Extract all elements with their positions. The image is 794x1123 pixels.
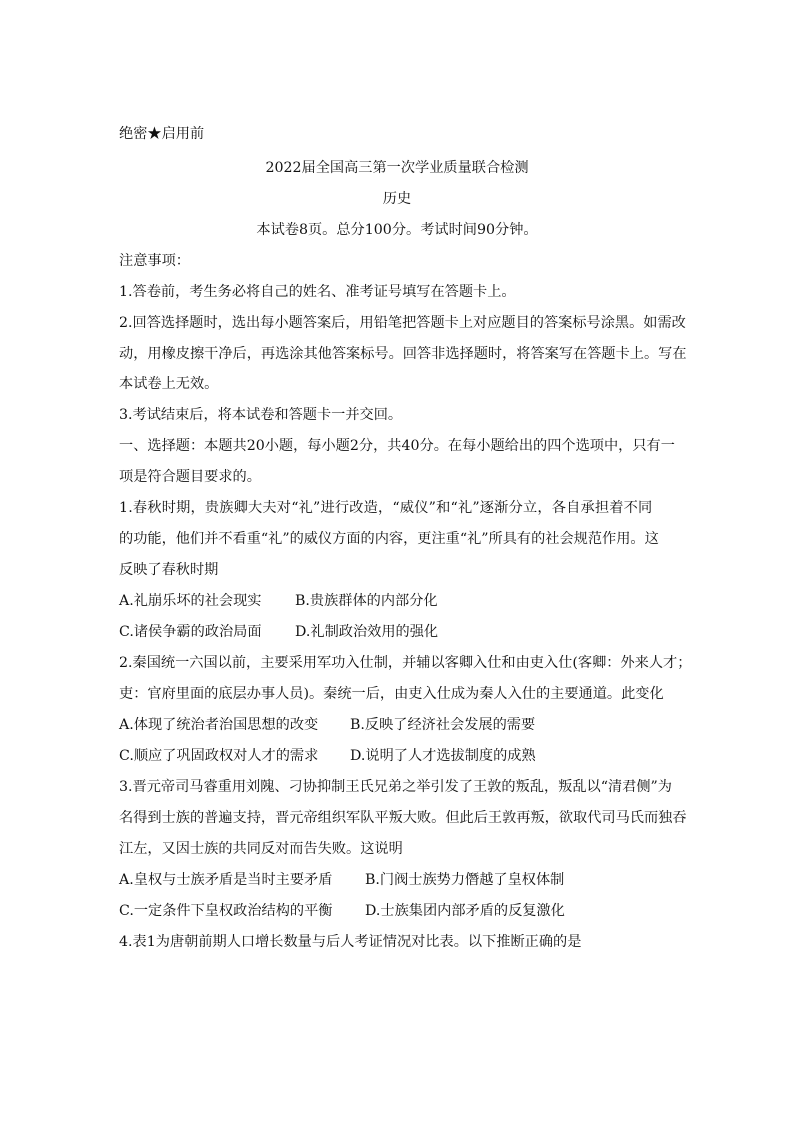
question-2-option-d: D.说明了人才选拔制度的成熟 bbox=[350, 748, 536, 764]
secret-mark: 绝密★启用前 bbox=[119, 126, 205, 142]
question-2-option-c: C.顺应了巩固政权对人才的需求 bbox=[119, 748, 319, 764]
question-3-option-d: D.士族集团内部矛盾的反复激化 bbox=[365, 903, 565, 919]
question-1-stem-line-1: 1.春秋时期，贵族卿大夫对“礼”进行改造，“威仪”和“礼”逐渐分立，各自承担着不同 bbox=[119, 500, 653, 516]
question-1-option-b: B.贵族群体的内部分化 bbox=[295, 593, 438, 609]
question-3-option-a: A.皇权与士族矛盾是当时主要矛盾 bbox=[119, 872, 333, 888]
subject-title: 历史 bbox=[382, 191, 412, 207]
section-intro-line-2: 项是符合题目要求的。 bbox=[119, 469, 261, 485]
question-3-stem-line-1: 3.晋元帝司马睿重用刘隗、刁协抑制王氏兄弟之举引发了王敦的叛乱，叛乱以“清君侧”为 bbox=[119, 779, 672, 795]
note-item-2-line-3: 本试卷上无效。 bbox=[119, 376, 219, 392]
note-item-3: 3.考试结束后，将本试卷和答题卡一并交回。 bbox=[119, 407, 403, 423]
note-item-2-line-2: 动，用橡皮擦干净后，再选涂其他答案标号。回答非选择题时，将答案写在答题卡上。写在 bbox=[119, 346, 687, 362]
question-3-option-b: B.门阀士族势力僭越了皇权体制 bbox=[365, 872, 565, 888]
question-1-option-a: A.礼崩乐坏的社会现实 bbox=[119, 593, 262, 609]
exam-title: 2022届全国高三第一次学业质量联合检测 bbox=[265, 160, 529, 176]
question-1-option-d: D.礼制政治效用的强化 bbox=[295, 624, 439, 640]
question-1-stem-line-2: 的功能，他们并不看重“礼”的威仪方面的内容，更注重“礼”所具有的社会规范作用。这 bbox=[119, 531, 659, 547]
question-1-stem-line-3: 反映了春秋时期 bbox=[119, 562, 219, 578]
section-intro-line-1: 一、选择题：本题共20小题，每小题2分，共40分。在每小题给出的四个选项中，只有一 bbox=[119, 438, 675, 454]
question-3-stem-line-2: 名得到士族的普遍支持，晋元帝组织军队平叛大败。但此后王敦再叛，欲取代司马氏而独吞 bbox=[119, 810, 687, 826]
question-2-option-a: A.体现了统治者治国思想的改变 bbox=[119, 717, 319, 733]
exam-info: 本试卷8页。总分100分。考试时间90分钟。 bbox=[256, 222, 538, 238]
question-2-stem-line-1: 2.秦国统一六国以前，主要采用军功入仕制，并辅以客卿入仕和由吏入仕(客卿：外来人才； bbox=[119, 655, 692, 671]
question-3-stem-line-3: 江左，又因士族的共同反对而告失败。这说明 bbox=[119, 841, 403, 857]
question-3-option-c: C.一定条件下皇权政治结构的平衡 bbox=[119, 903, 333, 919]
question-2-stem-line-2: 吏：官府里面的底层办事人员)。秦统一后，由吏入仕成为秦人入仕的主要通道。此变化 bbox=[119, 686, 664, 702]
note-item-2-line-1: 2.回答选择题时，选出每小题答案后，用铅笔把答题卡上对应题目的答案标号涂黑。如需改 bbox=[119, 315, 686, 331]
question-2-option-b: B.反映了经济社会发展的需要 bbox=[350, 717, 536, 733]
note-item-1: 1.答卷前，考生务必将自己的姓名、准考证号填写在答题卡上。 bbox=[119, 284, 516, 300]
question-1-option-c: C.诸侯争霸的政治局面 bbox=[119, 624, 262, 640]
notes-heading: 注意事项： bbox=[119, 253, 190, 269]
question-4-stem-line-1: 4.表1为唐朝前期人口增长数量与后人考证情况对比表。以下推断正确的是 bbox=[119, 934, 582, 950]
